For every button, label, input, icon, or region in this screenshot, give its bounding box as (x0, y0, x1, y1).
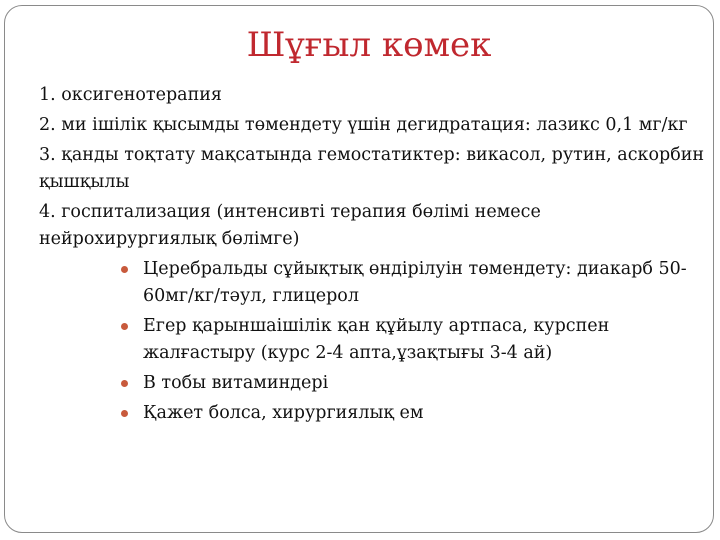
bullet-item (39, 370, 709, 397)
bullet-dot-icon (121, 380, 128, 387)
numbered-item-3: 3. қанды тоқтату мақсатында гемостатиктер: викасол, рутин, аскорбин қышқылы (39, 145, 705, 192)
bullet-text: В тобы витаминдері (143, 373, 329, 393)
bullet-text: Егер қарыншаішілік қан құйылу артпаса, курспен жалғастыру (курс 2-4 апта,ұзақтығы 3-4 ай) (143, 316, 610, 363)
bullet-item (39, 313, 709, 367)
bullet-item (39, 256, 709, 310)
slide-title: Шұғыл көмек (246, 25, 492, 65)
bullet-dot-icon (121, 266, 128, 273)
bullet-list (39, 256, 709, 427)
slide-body (39, 82, 709, 430)
numbered-item-2: 2. ми ішілік қысымды төмендету үшін дегидратация: лазикс 0,1 мг/кг (39, 115, 688, 135)
bullet-dot-icon (121, 323, 128, 330)
slide-frame (4, 5, 714, 533)
bullet-dot-icon (121, 410, 128, 417)
numbered-item-1: 1. оксигенотерапия (39, 85, 222, 105)
bullet-item (39, 400, 709, 427)
bullet-text: Қажет болса, хирургиялық ем (143, 403, 424, 423)
numbered-item-4: 4. госпитализация (интенсивті терапия бөлімі немесе нейрохирургиялық бөлімге) (39, 202, 541, 249)
bullet-text: Церебральды сұйықтық өндірілуін төмендету: диакарб 50-60мг/кг/тәул, глицерол (143, 259, 687, 306)
